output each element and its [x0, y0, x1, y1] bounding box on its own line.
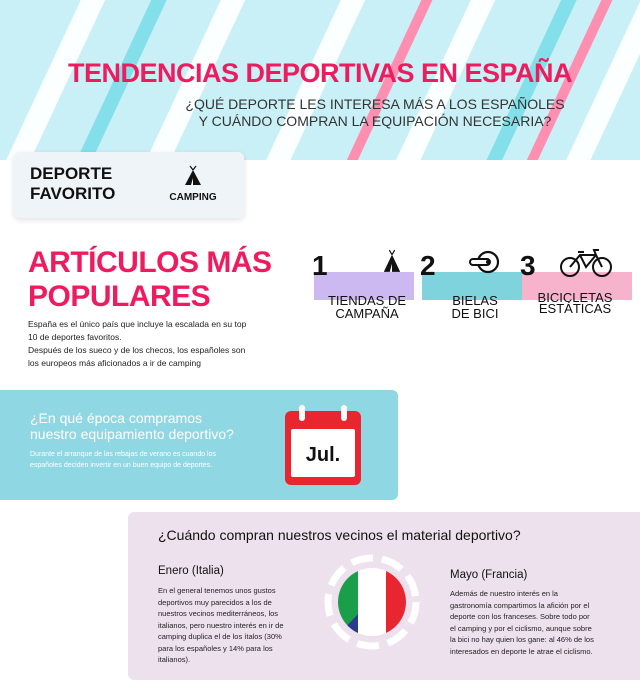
rank-number: 2 — [420, 250, 436, 281]
page-subtitle — [0, 96, 640, 130]
rank-label — [312, 294, 422, 320]
tent-icon — [182, 165, 204, 187]
text-line: En el general tenemos unos gustos — [158, 586, 276, 595]
text-line: italianos). — [158, 655, 191, 664]
italy-heading: Enero (Italia) — [158, 565, 224, 577]
page-title: TENDENCIAS DEPORTIVAS EN ESPAÑA — [67, 58, 573, 88]
rank-item-bikes — [520, 250, 620, 320]
favorite-sport-label: CAMPING — [169, 192, 217, 203]
calendar-month: Jul. — [305, 444, 341, 466]
rank-label — [520, 292, 630, 314]
rank-label-line: DE BICI — [451, 306, 499, 321]
text-line: 10 de deportes favoritos. — [28, 332, 122, 342]
subtitle-line: ¿QUÉ DEPORTE LES INTERESA MÁS A LOS ESPAÑOLES — [185, 96, 565, 112]
tent-icon — [382, 248, 402, 274]
text-line: para los españoles y 14% para los — [158, 643, 273, 653]
crank-icon — [468, 250, 500, 274]
text-line: camping duplica el de los ítalos (30% — [158, 632, 282, 641]
france-heading: Mayo (Francia) — [450, 569, 528, 581]
text-line: interesados en deporte le atrae el ciclismo. — [450, 646, 593, 656]
rank-label-line: ESTÁTICAS — [538, 301, 612, 316]
popular-title — [28, 246, 272, 314]
favorite-title-line: FAVORITO — [30, 184, 116, 203]
text-line: españoles deciden invertir en un buen equipo de deportes. — [30, 462, 213, 469]
favorite-title-line: DEPORTE — [30, 164, 113, 183]
subtitle-line: Y CUÁNDO COMPRAN LA EQUIPACIÓN NECESARIA? — [198, 113, 552, 129]
text-line: Durante el arranque de las rebajas de verano es cuando los — [30, 451, 217, 458]
text-line: gastronomía compartimos la afición por el — [450, 600, 590, 610]
text-line: Después de los sueco y de los checos, los españoles son — [28, 345, 246, 355]
rank-number: 3 — [520, 250, 536, 281]
text-line: italianos, pero nuestro interés en ir de — [158, 620, 284, 630]
text-line: el camping y por el ciclismo, aunque sobre — [450, 623, 592, 633]
popular-title-line: ARTÍCULOS MÁS — [28, 246, 272, 279]
rank-item-cranks — [420, 250, 520, 320]
popular-description — [28, 318, 298, 370]
italy-text — [158, 585, 318, 666]
rank-label-line: BICICLETAS — [537, 290, 613, 305]
text-line: deportivos muy parecidos a los de — [158, 597, 272, 607]
question-line: ¿En qué época compramos — [30, 410, 202, 426]
france-text — [450, 588, 630, 657]
purchase-season-text — [30, 449, 270, 471]
rank-item-tents — [312, 250, 412, 320]
rank-label-line: BIELAS — [452, 293, 498, 308]
popular-title-line: POPULARES — [28, 280, 211, 313]
rank-label-line: TIENDAS DE — [327, 293, 406, 308]
rank-label — [420, 294, 530, 320]
text-line: los europeos más aficionados a ir de camping — [28, 358, 201, 368]
text-line: deporte con los franceses. Sobre todo por — [450, 612, 590, 621]
text-line: Además de nuestro interés en la — [450, 589, 558, 598]
text-line: la bici no hay quien los gane: al 46% de los — [450, 635, 594, 644]
text-line: España es el único país que incluye la escalada en su top — [28, 319, 247, 329]
favorite-sport-title — [30, 164, 115, 204]
question-line: nuestro equipamiento deportivo? — [30, 426, 234, 442]
bicycle-icon — [558, 248, 614, 278]
purchase-season-question — [30, 410, 234, 442]
text-line: nuestros vecinos mediterráneos, los — [158, 609, 279, 618]
neighbors-title: ¿Cuándo compran nuestros vecinos el material deportivo? — [158, 527, 521, 543]
rank-number: 1 — [312, 250, 328, 281]
rank-label-line: CAMPAÑA — [335, 306, 399, 321]
italy-france-flag-icon — [322, 552, 422, 652]
